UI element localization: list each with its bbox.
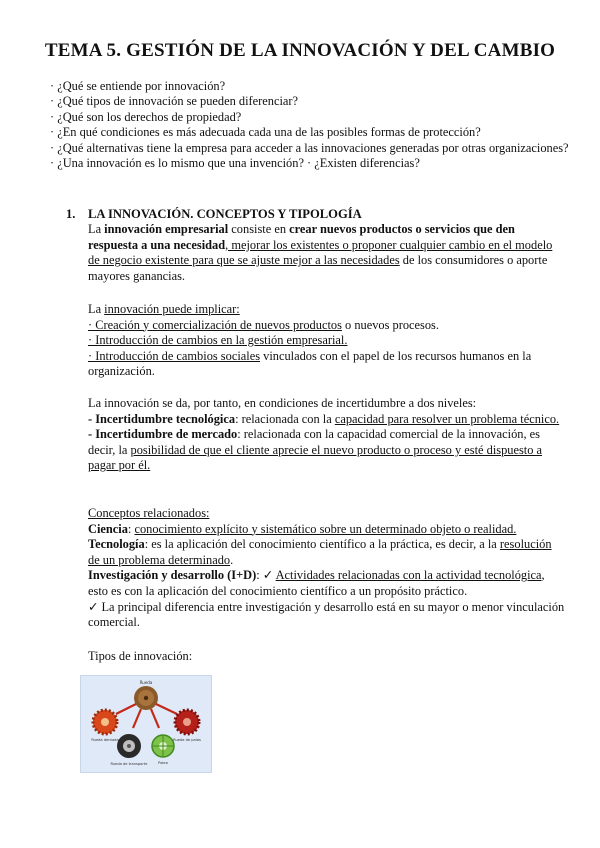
innovation-definition-paragraph [88,222,566,284]
figure-label: Rueda [139,680,153,685]
wheel-axle [144,696,148,700]
bold-term: Investigación y desarrollo (I+D) [88,568,257,583]
text-run: . [230,552,234,567]
underlined-phrase: conocimiento explícito y sistemático sobre un determinado objeto o realidad. [134,521,517,536]
implies-item [88,333,566,349]
concepts-heading [88,506,566,522]
paddle-wheel-icon [175,710,199,734]
text-run: La [88,302,105,316]
underlined-phrase: · Introducción de cambios en la gestión empresarial. [88,333,348,348]
underlined-phrase: · Introducción de cambios sociales [88,348,261,363]
innovation-types-figure [80,675,212,773]
figure-label: Rueda de palas [173,738,201,742]
question-list [50,79,570,171]
uncertainty-market [88,427,566,474]
text-run: de los consumidores o aporte mayores ganancias. [88,253,548,283]
concept-rd [88,568,566,599]
underlined-phrase: capacidad para resolver un problema técnico. [334,411,560,426]
question-item: · ¿Qué se entiende por innovación? [50,79,226,93]
question-item: · ¿Qué tipos de innovación se pueden diferenciar? [50,94,299,109]
underlined-phrase: , mejorar los existentes o proponer cualquier cambio en el modelo de negocio existente para que se ajuste mejor a las necesidades [88,237,553,268]
text-run: : [127,521,135,536]
text-run: : relacionada con la capacidad comercial de la innovación, es decir, la [88,427,540,457]
implies-intro [88,302,566,318]
text-run: : es la aplicación del conocimiento científico a la práctica, es decir, a la [144,537,500,552]
related-concepts-block [88,506,566,631]
gear-hub [101,718,109,726]
question-item: · ¿En qué condiciones es más adecuada cada una de las posibles formas de protección? [50,125,481,140]
section-title: LA INNOVACIÓN. CONCEPTOS Y TIPOLOGÍA [88,207,362,221]
underlined-phrase: Conceptos relacionados: [88,506,210,520]
text-run: , esto es con la aplicación del conocimiento científico a un propósito práctico. [88,568,545,598]
section-heading [66,207,362,222]
uncertainty-block [88,396,566,474]
arrow-right [156,704,177,714]
bold-term: - Incertidumbre tecnológica [88,411,236,426]
text-run: : ✓ [256,568,276,583]
text-run: consiste en [228,222,290,236]
underlined-phrase: posibilidad de que el cliente aprecie el nuevo producto o proceso y esté dispuesto a pagar por él. [88,442,543,473]
bold-term: Ciencia [88,521,128,536]
document-title: TEMA 5. GESTIÓN DE LA INNOVACIÓN Y DEL CAMBIO [44,40,556,61]
figure-label: Polea [158,761,168,765]
question-item: · ¿Una innovación es lo mismo que una invención? · ¿Existen diferencias? [50,156,420,171]
bold-term: - Incertidumbre de mercado [88,427,238,442]
text-run: La [88,222,105,236]
figure-label: Rueda dentada [91,738,119,742]
figure-label: Rueda de transporte [110,762,148,766]
arrow-down-right [151,709,159,728]
uncertainty-technological [88,412,566,428]
arrow-down-left [133,709,141,728]
text-run: o nuevos procesos. [341,317,439,332]
bold-term: innovación empresarial [104,222,229,236]
wheel-gears-diagram [81,676,211,772]
concept-difference: ✓ La principal diferencia entre investigación y desarrollo está en su mayor o menor vinculación comercial. [88,599,565,630]
toothed-wheel-icon [93,710,117,734]
transport-wheel-icon [117,734,141,758]
text-run: vinculados con el papel de los recursos humanos en la organización. [88,348,532,379]
question-item: · ¿Qué alternativas tiene la empresa para acceder a las innovaciones generadas por otras organizaciones? [50,140,569,155]
innovation-implies-block [88,302,566,380]
innovation-types-heading: Tipos de innovación: [88,649,193,663]
uncertainty-intro: La innovación se da, por tanto, en condiciones de incertidumbre a dos niveles: [88,396,477,410]
gear-hub [183,718,191,726]
text-run: : relacionada con la [235,411,335,426]
concept-technology [88,537,566,568]
underlined-phrase: · Creación y comercialización de nuevos productos [88,317,342,332]
underlined-phrase: Actividades relacionadas con la actividad tecnológica [275,568,542,583]
bold-phrase: crear nuevos productos o servicios que den respuesta a una necesidad [88,222,515,252]
implies-item [88,349,566,380]
underlined-phrase: innovación puede implicar: [104,302,240,316]
concept-science [88,522,566,538]
underlined-phrase: resolución de un problema determinado [88,537,552,567]
pulley-icon [152,735,174,757]
question-item: · ¿Qué son los derechos de propiedad? [50,109,242,124]
section-number: 1. [66,207,76,221]
bold-term: Tecnología [88,537,145,552]
implies-item [88,318,566,334]
arrow-left [116,704,136,714]
rim-center [127,744,131,748]
